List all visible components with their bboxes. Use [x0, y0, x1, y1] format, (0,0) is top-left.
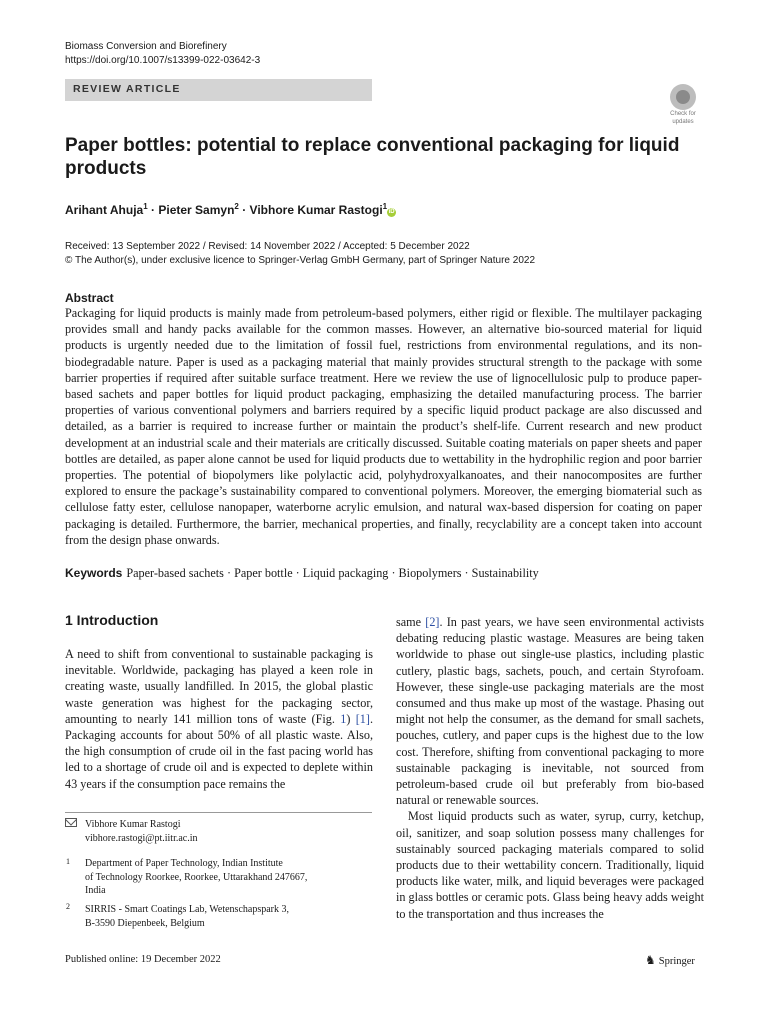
doi-link[interactable]: https://doi.org/10.1007/s13399-022-03642-3 [65, 55, 261, 66]
article-type-label: REVIEW ARTICLE [73, 83, 181, 95]
footnote-divider [65, 812, 372, 813]
left-column [65, 646, 373, 792]
author-name[interactable]: Arihant Ahuja [65, 203, 144, 217]
affiliation-number: 1 [66, 857, 70, 866]
right-column [396, 614, 704, 922]
text-run: . In past years, we have seen environmental activists debating reducing plastic wastage. Measures are being taken worldwide to phase out single-use plastics, including plastic cutlery, plastic bags, sachets, pouch, and certain Styrofoam. However, these single-use packaging materials are the most consumed and thus make up most of the wastage. Phasing out might not help the consumer, as the demand for small sachets, pouches, cutlery, and paper cups is the highest due to the low cost. Therefore, shifting from conventional packaging to more sustainable packaging is inevitable, not sourced from petroleum-based crude oil but preferably from bio-based natural or renewable sources. [396, 615, 704, 808]
affiliation-number: 2 [66, 902, 70, 911]
section-heading: 1 Introduction [65, 612, 159, 628]
text-run: ) [346, 711, 356, 726]
corresponding-name: Vibhore Kumar Rastogi [85, 819, 181, 830]
corresponding-email[interactable]: vibhore.rastogi@pt.iitr.ac.in [85, 832, 198, 844]
copyright-line: © The Author(s), under exclusive licence to Springer-Verlag GmbH Germany, part of Springer Nature 2022 [65, 255, 535, 266]
author-name[interactable]: Vibhore Kumar Rastogi [249, 203, 383, 217]
keywords-value: Paper-based sachets · Paper bottle · Liquid packaging · Biopolymers · Sustainability [126, 566, 539, 580]
keywords-label: Keywords [65, 566, 123, 580]
orcid-icon[interactable]: iD [388, 209, 395, 215]
corresponding-author [85, 818, 198, 845]
affiliation-line: SIRRIS - Smart Coatings Lab, Wetenschapspark 3, [85, 904, 289, 915]
text-run: same [396, 615, 426, 629]
author-name[interactable]: Pieter Samyn [158, 203, 235, 217]
figure-link[interactable]: 1 [340, 711, 347, 726]
paragraph [65, 646, 373, 792]
author-list [65, 202, 396, 217]
reference-link[interactable]: [1] [355, 711, 370, 726]
affiliation-line: Department of Paper Technology, Indian Institute [85, 858, 283, 869]
article-history [65, 240, 535, 268]
paragraph: Most liquid products such as water, syrup, curry, ketchup, oil, sanitizer, and soap solution possess many challenges for sustainably sourced packaging materials compared to solid products due to their wettability concern. Traditionally, liquid products like water, milk, and liquid beverages were packaged in glass bottles or ceramic pots. Glass being heavy adds weight to the transportation and thus increases the [396, 809, 704, 921]
paragraph [396, 614, 704, 808]
abstract-heading: Abstract [65, 291, 114, 305]
check-for-updates-button[interactable] [665, 84, 701, 124]
affiliation-1 [85, 857, 307, 898]
author-affiliation: 1 [382, 202, 388, 211]
affiliation-line: India [85, 885, 106, 896]
author-separator: · [147, 203, 159, 217]
author-affiliation: 2 [234, 202, 239, 211]
affiliation-2 [85, 903, 289, 930]
affiliation-line: B-3590 Diepenbeek, Belgium [85, 917, 205, 929]
published-online: Published online: 19 December 2022 [65, 954, 221, 965]
text-run: . Packaging accounts for about 50% of all plastic waste. Also, the high consumption of crude oil in the fast pacing world has led to a shortage of crude oil and is expected to deplete within 43 years if the consumption pace remains the [65, 711, 373, 791]
affiliation-line: of Technology Roorkee, Roorkee, Uttarakhand 247667, [85, 871, 308, 883]
keywords [65, 566, 539, 581]
dates-line: Received: 13 September 2022 / Revised: 14 November 2022 / Accepted: 5 December 2022 [65, 241, 470, 252]
author-affiliation: 1 [143, 202, 148, 211]
springer-horse-icon: ♞ [645, 953, 656, 967]
journal-header [65, 40, 260, 68]
check-updates-label-2: updates [672, 118, 694, 125]
text-run: A need to shift from conventional to sustainable packaging is inevitable. Worldwide, packaging has played a keen role in creating waste, usually landfilled. In 2015, the global plastic waste generation was highest for the packaging sector, amounting to nearly 141 million tons of waste (Fig. [65, 647, 373, 726]
check-updates-label-1: Check for [670, 111, 696, 117]
journal-name: Biomass Conversion and Biorefinery [65, 41, 227, 52]
publisher-logo [645, 953, 695, 968]
publisher-name: Springer [658, 956, 695, 967]
envelope-icon [65, 818, 77, 827]
author-separator: · [238, 203, 250, 217]
check-updates-icon [670, 84, 696, 110]
reference-link[interactable]: [2] [425, 615, 440, 629]
abstract-text: Packaging for liquid products is mainly made from petroleum-based polymers, either rigid or flexible. The multilayer packaging provides small and handy packs available for the common masses. However, an alternative bio-sourced material for liquid products is urgently needed due to the limitation of fossil fuel, restrictions from environmental regulations, and its non-biodegradable nature. Paper is used as a packaging material that mainly provides structural strength to the package with some barrier properties if required after suitable surface treatment. Here we review the use of lignocellulosic pulp to produce paper-based sachets and paper bottles for liquid product packaging, emphasizing the detailed manufacturing process. The barrier properties of various conventional polymers and barriers required by a specific liquid product package are also discussed and detailed, as a barrier is required to increase further or maintain the product’s shelf-life. Current research and new product development at an industrial scale and their materials are critically discussed. Suitable coating materials on paper sheets and paper bottles are detailed, as paper alone cannot be used for liquid products due to wettability in the hydrophilic region and poor barrier properties. The potential of biopolymers like polylactic acid, polyhydroxyalkanoates, and their nanocomposites are further explored to ensure the package’s sustainability compared to conventional polymers. Moreover, the emerging biomaterial such as cellulose fatty ester, cellulose nanopaper, waterborne acrylic emulsion, and natural wax-based dispersion for coating on paper packaging is detailed. Furthermore, the barrier, mechanical properties, and finally, recyclability are a concept taken into account from the design phase onwards. [65, 306, 702, 547]
paper-title: Paper bottles: potential to replace conventional packaging for liquid products [65, 135, 680, 179]
article-type-badge [65, 79, 372, 101]
